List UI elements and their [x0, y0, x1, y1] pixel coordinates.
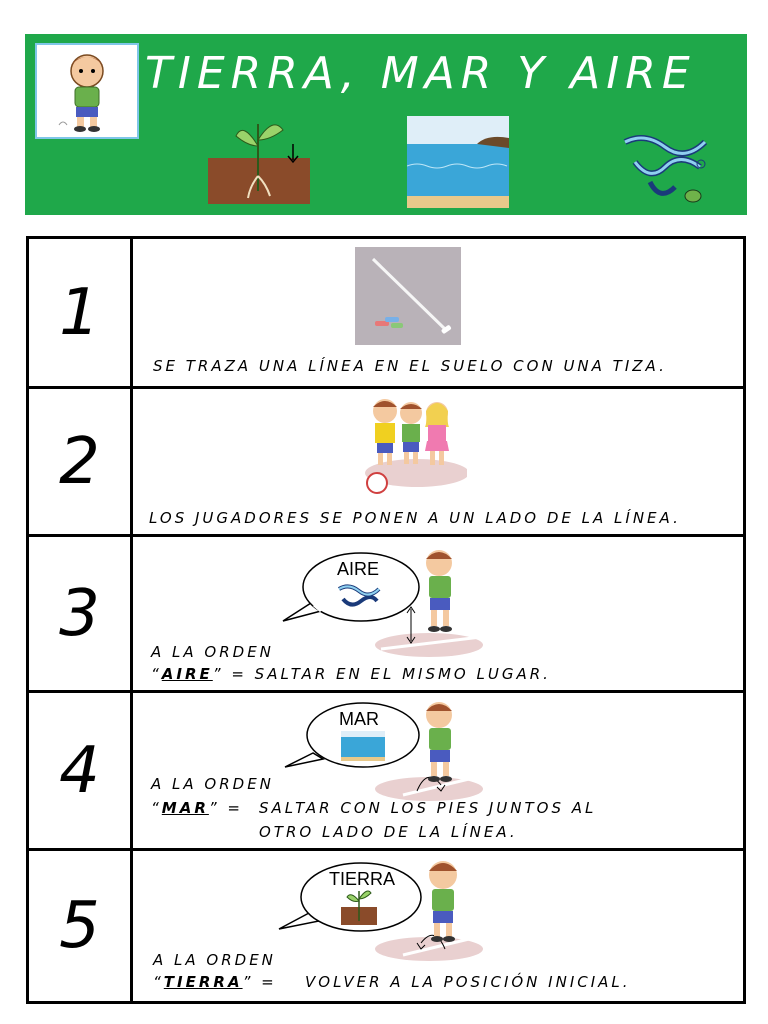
step-action: SALTAR EN EL MISMO LUGAR.	[254, 665, 551, 683]
boy-avatar-icon	[35, 43, 139, 139]
boy-returning-image	[369, 857, 485, 963]
command-word: MAR	[161, 799, 209, 817]
wind-icon	[615, 122, 713, 210]
step-prefix: A LA ORDEN	[151, 775, 274, 793]
sea-icon	[407, 116, 509, 208]
bubble-label: AIRE	[337, 559, 380, 579]
step-number: 4	[29, 693, 133, 848]
command-word: AIRE	[161, 665, 213, 683]
step-command-line: “TIERRA” =	[153, 973, 277, 991]
step-row-2	[29, 389, 743, 537]
step-number: 5	[29, 851, 133, 1001]
step-number: 3	[29, 537, 133, 690]
players-group-image	[357, 393, 467, 497]
step-row-4	[29, 693, 743, 851]
step-row-3	[29, 537, 743, 693]
step-command-line: “AIRE” = SALTAR EN EL MISMO LUGAR.	[151, 665, 551, 683]
page-title: TIERRA, MAR Y AIRE	[145, 48, 696, 99]
header-banner	[25, 34, 747, 215]
steps-table	[26, 236, 746, 1004]
step-text: SE TRAZA UNA LÍNEA EN EL SUELO CON UNA TIZA.	[153, 357, 667, 375]
step-row-5	[29, 851, 743, 1001]
step-action: VOLVER A LA POSICIÓN INICIAL.	[305, 973, 631, 991]
step-command-line: “MAR” =	[151, 799, 243, 817]
bubble-label: MAR	[339, 709, 379, 729]
boy-jumping-image	[369, 547, 485, 659]
step-number: 1	[29, 239, 133, 386]
step-prefix: A LA ORDEN	[153, 951, 276, 969]
command-word: TIERRA	[163, 973, 243, 991]
step-prefix: A LA ORDEN	[151, 643, 274, 661]
bubble-label: TIERRA	[329, 869, 396, 889]
step-number: 2	[29, 389, 133, 534]
step-action: SALTAR CON LOS PIES JUNTOS AL	[259, 799, 597, 817]
step-row-1	[29, 239, 743, 389]
plant-soil-icon	[208, 116, 310, 204]
step-text: LOS JUGADORES SE PONEN A UN LADO DE LA LÍNEA.	[149, 509, 681, 527]
chalk-line-image	[355, 247, 461, 345]
boy-jumping-across-image	[369, 699, 485, 803]
step-action-continued: OTRO LADO DE LA LÍNEA.	[259, 823, 518, 841]
